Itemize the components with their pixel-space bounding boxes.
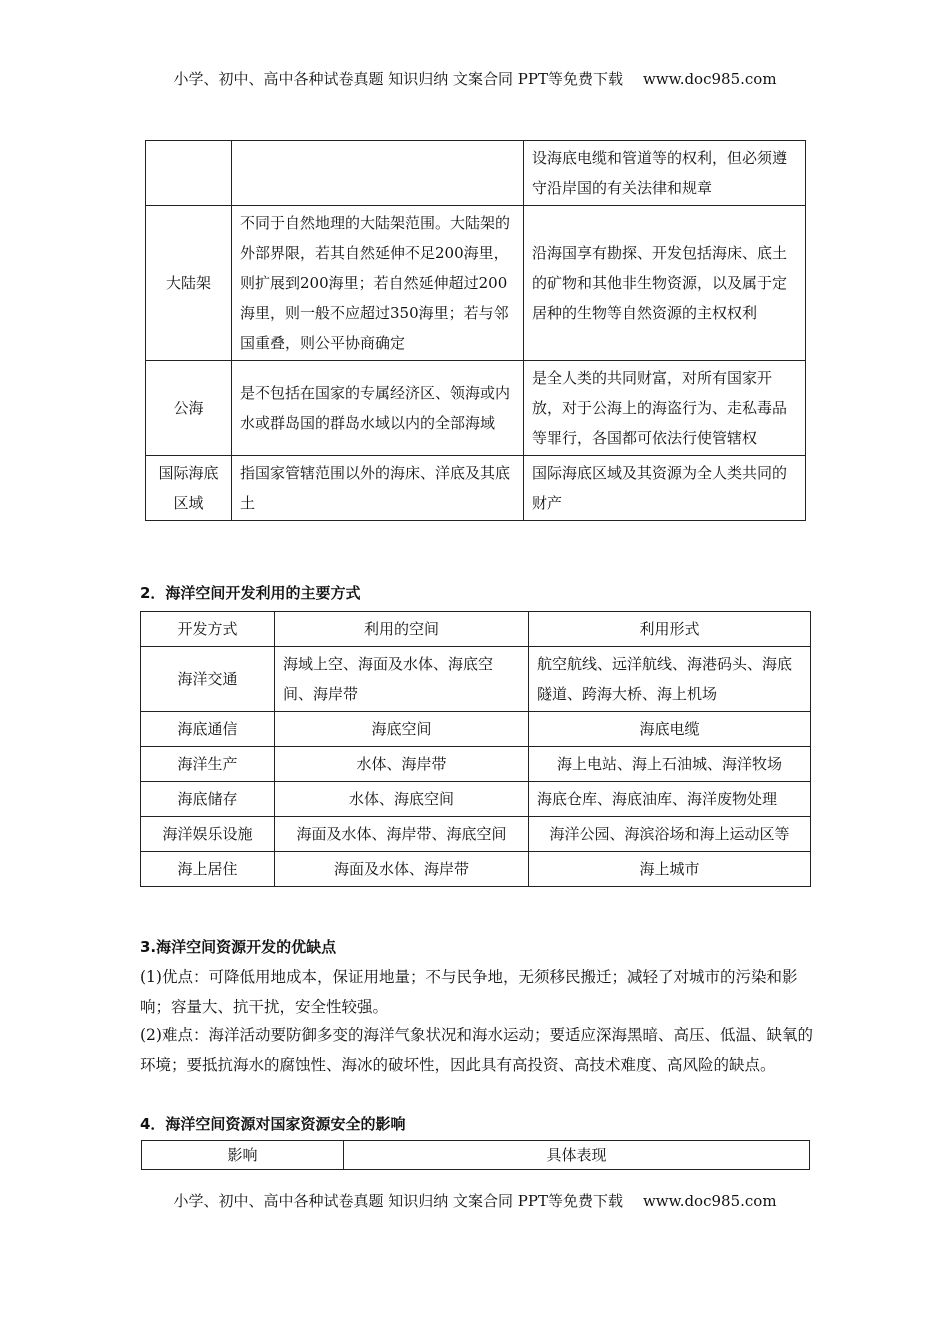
form-cell: 航空航线、远洋航线、海港码头、海底隧道、跨海大桥、海上机场 [529, 647, 811, 712]
table-row [141, 852, 811, 887]
header-text: 小学、初中、高中各种试卷真题 知识归纳 文案合同 PPT等免费下载 [173, 70, 623, 88]
table-row [141, 782, 811, 817]
zone-name-cell [146, 141, 232, 206]
table-header-row [141, 612, 811, 647]
zone-range-cell [232, 141, 524, 206]
maritime-zones-table [145, 140, 806, 521]
space-cell: 海面及水体、海岸带 [275, 852, 529, 887]
method-cell: 海洋生产 [141, 747, 275, 782]
table-row [146, 141, 806, 206]
page-footer [0, 1190, 950, 1211]
footer-url[interactable]: www.doc985.com [642, 1192, 777, 1210]
table-header-row [142, 1141, 810, 1170]
zone-range-cell: 是不包括在国家的专属经济区、领海或内水或群岛国的群岛水域以内的全部海域 [232, 361, 524, 456]
zone-rights-cell: 国际海底区域及其资源为全人类共同的财产 [524, 456, 806, 521]
zone-name-cell: 公海 [146, 361, 232, 456]
difficulties-paragraph: (2)难点：海洋活动要防御多变的海洋气象状况和海水运动；要适应深海黑暗、高压、低温、缺氧的环境；要抵抗海水的腐蚀性、海冰的破坏性，因此具有高投资、高技术难度、高风险的缺点。 [140, 1026, 813, 1074]
table-row [141, 712, 811, 747]
table-row [141, 647, 811, 712]
method-cell: 海底储存 [141, 782, 275, 817]
form-cell: 海洋公园、海滨浴场和海上运动区等 [529, 817, 811, 852]
column-header: 利用形式 [529, 612, 811, 647]
section2-heading: 2．海洋空间开发利用的主要方式 [140, 584, 361, 602]
space-cell: 水体、海底空间 [275, 782, 529, 817]
zone-rights-cell: 设海底电缆和管道等的权利，但必须遵守沿岸国的有关法律和规章 [524, 141, 806, 206]
form-cell: 海底电缆 [529, 712, 811, 747]
zone-rights-cell: 是全人类的共同财富，对所有国家开放，对于公海上的海盗行为、走私毒品等罪行，各国都可依法行使管辖权 [524, 361, 806, 456]
space-cell: 海面及水体、海岸带、海底空间 [275, 817, 529, 852]
space-cell: 海域上空、海面及水体、海底空间、海岸带 [275, 647, 529, 712]
footer-text: 小学、初中、高中各种试卷真题 知识归纳 文案合同 PPT等免费下载 [173, 1192, 623, 1210]
advantages-paragraph: (1)优点：可降低用地成本，保证用地量；不与民争地，无须移民搬迁；减轻了对城市的污染和影响；容量大、抗干扰，安全性较强。 [140, 968, 798, 1016]
zone-rights-cell: 沿海国享有勘探、开发包括海床、底土的矿物和其他非生物资源，以及属于定居种的生物等自然资源的主权权利 [524, 206, 806, 361]
table-row [141, 817, 811, 852]
resource-security-table [141, 1140, 810, 1170]
method-cell: 海洋交通 [141, 647, 275, 712]
column-header: 开发方式 [141, 612, 275, 647]
page-header [0, 68, 950, 89]
section4-heading: 4．海洋空间资源对国家资源安全的影响 [140, 1115, 406, 1133]
header-url[interactable]: www.doc985.com [642, 70, 777, 88]
table-row [146, 361, 806, 456]
form-cell: 海底仓库、海底油库、海洋废物处理 [529, 782, 811, 817]
table-row [141, 747, 811, 782]
column-header: 具体表现 [344, 1141, 810, 1170]
table-row [146, 456, 806, 521]
section3-heading: 3.海洋空间资源开发的优缺点 [140, 938, 337, 956]
space-cell: 水体、海岸带 [275, 747, 529, 782]
space-cell: 海底空间 [275, 712, 529, 747]
development-methods-table [140, 611, 811, 887]
zone-range-cell: 不同于自然地理的大陆架范围。大陆架的外部界限，若其自然延伸不足200海里，则扩展到200海里；若自然延伸超过200海里，则一般不应超过350海里；若与邻国重叠，则公平协商确定 [232, 206, 524, 361]
zone-name-cell: 国际海底区域 [146, 456, 232, 521]
column-header: 影响 [142, 1141, 344, 1170]
method-cell: 海底通信 [141, 712, 275, 747]
table-row [146, 206, 806, 361]
zone-range-cell: 指国家管辖范围以外的海床、洋底及其底土 [232, 456, 524, 521]
form-cell: 海上城市 [529, 852, 811, 887]
form-cell: 海上电站、海上石油城、海洋牧场 [529, 747, 811, 782]
method-cell: 海洋娱乐设施 [141, 817, 275, 852]
column-header: 利用的空间 [275, 612, 529, 647]
method-cell: 海上居住 [141, 852, 275, 887]
zone-name-cell: 大陆架 [146, 206, 232, 361]
